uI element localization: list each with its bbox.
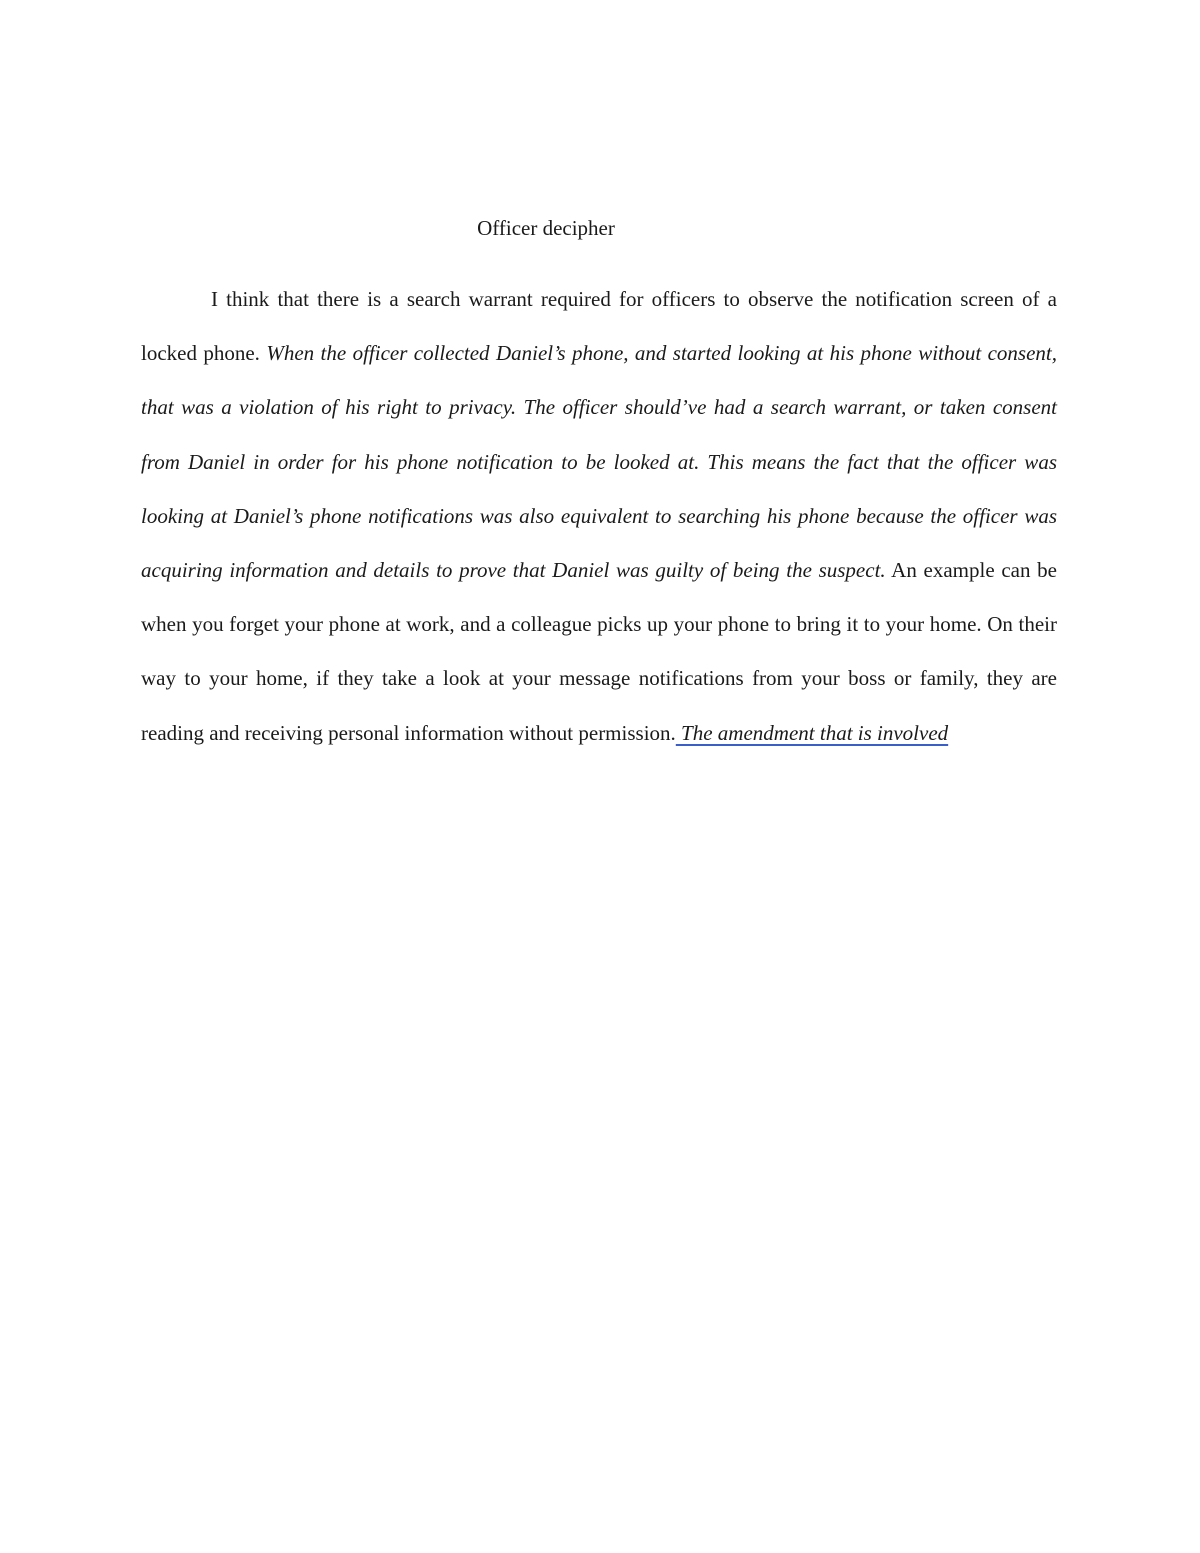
paragraph-text-plain-2: An example can be when you forget your phone at work, and a colleague picks up your phone to bring it to your home. On their way to your home, if they take a look at your message notifications from your boss or family, they are reading and receiving personal information without permission.	[141, 558, 1057, 745]
underlined-italic-text: The amendment that is involved	[675, 720, 949, 745]
page-title: Officer decipher	[477, 216, 615, 240]
paragraph-text-plain-1: I think that there is a search warrant required for officers to observe the notification screen of a locked phone.	[141, 287, 1057, 366]
paragraph-text-italic: When the officer collected Daniel’s phone, and started looking at his phone without consent, that was a violation of his right to privacy. The officer should’ve had a search warrant, or taken consent from Daniel in order for his phone notification to be looked at. This means the fact that the officer was looking at Daniel’s phone notifications was also equivalent to searching his phone because the officer was acquiring information and details to prove that Daniel was guilty of being the suspect.	[141, 341, 1058, 583]
body-paragraph	[141, 272, 1057, 760]
